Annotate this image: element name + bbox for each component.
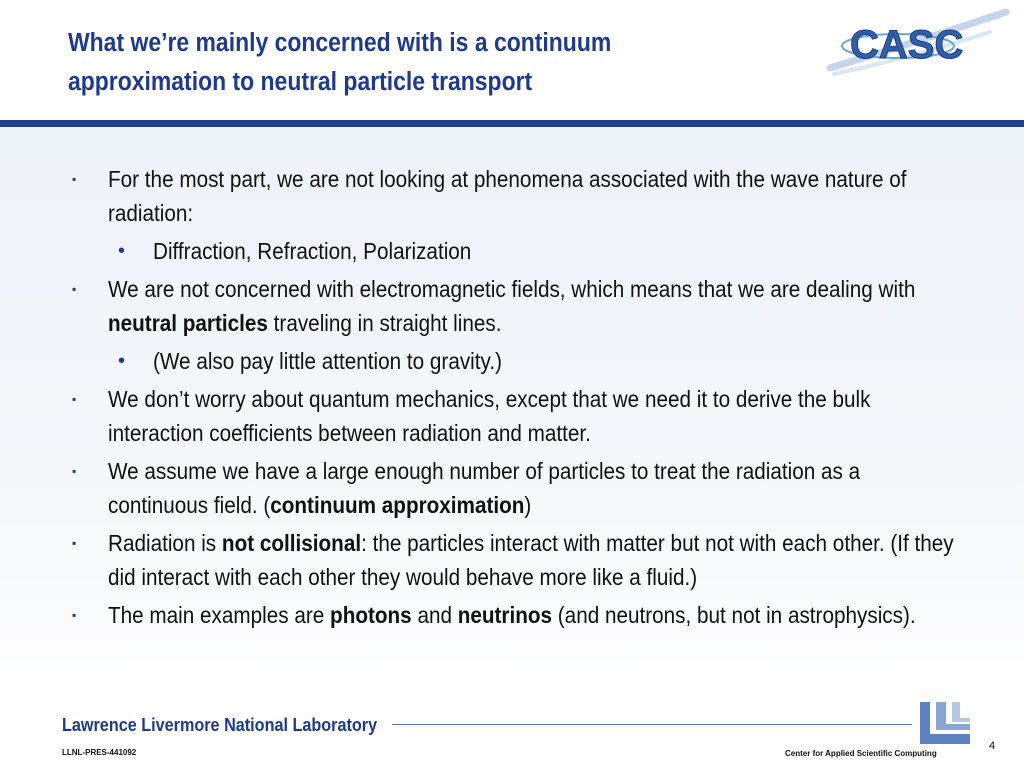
slide-title (68, 24, 734, 102)
bullet-item (72, 526, 952, 594)
bullet-text: ) (524, 492, 532, 518)
bullet-item (72, 272, 952, 340)
bullet-text: We assume we have a large enough number of particles to treat the radiation as a continuous field. ( (108, 458, 861, 518)
bullet-marker: ▪ (72, 392, 77, 406)
bullet-text: and (411, 602, 458, 628)
bullet-list (72, 158, 952, 632)
title-line-1: What we’re mainly concerned with is a continuum (68, 29, 612, 57)
bullet-marker: ▪ (72, 172, 77, 186)
sub-bullet-item (72, 234, 952, 268)
bullet-text: Radiation is (108, 530, 222, 556)
sub-bullet-text: (We also pay little attention to gravity.) (153, 348, 502, 374)
bullet-item (72, 382, 952, 450)
bullet-text: We are not concerned with electromagnetic fields, which means that we are dealing with (108, 276, 916, 302)
bullet-item (72, 162, 952, 230)
bullet-text: traveling in straight lines. (267, 310, 502, 336)
logo-text: CASC (850, 23, 964, 67)
bold-term: neutrinos (457, 602, 553, 628)
sub-bullet-text: Diffraction, Refraction, Polarization (153, 238, 472, 264)
slide-header (0, 0, 1024, 120)
bold-term: not collisional (221, 530, 362, 556)
document-id: LLNL-PRES-441092 (62, 748, 137, 757)
lab-name: Lawrence Livermore National Laboratory (62, 715, 378, 735)
bullet-marker: ▪ (72, 464, 77, 478)
bullet-text: : the particles interact with matter but not with each other. (If they did interact with each other they would behave more like a fluid.) (108, 530, 954, 590)
page-number: 4 (989, 740, 996, 752)
center-name: Center for Applied Scientific Computing (785, 749, 937, 758)
header-rule (0, 120, 1024, 127)
bullet-text: The main examples are (108, 602, 331, 628)
bold-term: photons (330, 602, 412, 628)
bullet-marker: ▪ (72, 608, 77, 622)
bullet-text: (and neutrons, but not in astrophysics). (552, 602, 916, 628)
llnl-logo (916, 700, 974, 746)
bold-term: neutral particles (108, 310, 268, 336)
sub-bullet-marker: • (118, 240, 126, 262)
bullet-marker: ▪ (72, 536, 77, 550)
casc-logo (820, 8, 1016, 84)
bullet-item (72, 598, 952, 632)
bullet-marker: ▪ (72, 282, 77, 296)
bullet-item (72, 454, 952, 522)
bullet-text: We don’t worry about quantum mechanics, except that we need it to derive the bulk interaction coefficients between radiation and matter. (108, 386, 871, 446)
footer-rule (392, 724, 912, 725)
sub-bullet-item (72, 344, 952, 378)
sub-bullet-marker: • (118, 350, 126, 372)
bold-term: continuum approximation (270, 492, 525, 518)
title-line-2: approximation to neutral particle transport (68, 68, 533, 96)
bullet-text: For the most part, we are not looking at phenomena associated with the wave nature of radiation: (108, 166, 907, 226)
